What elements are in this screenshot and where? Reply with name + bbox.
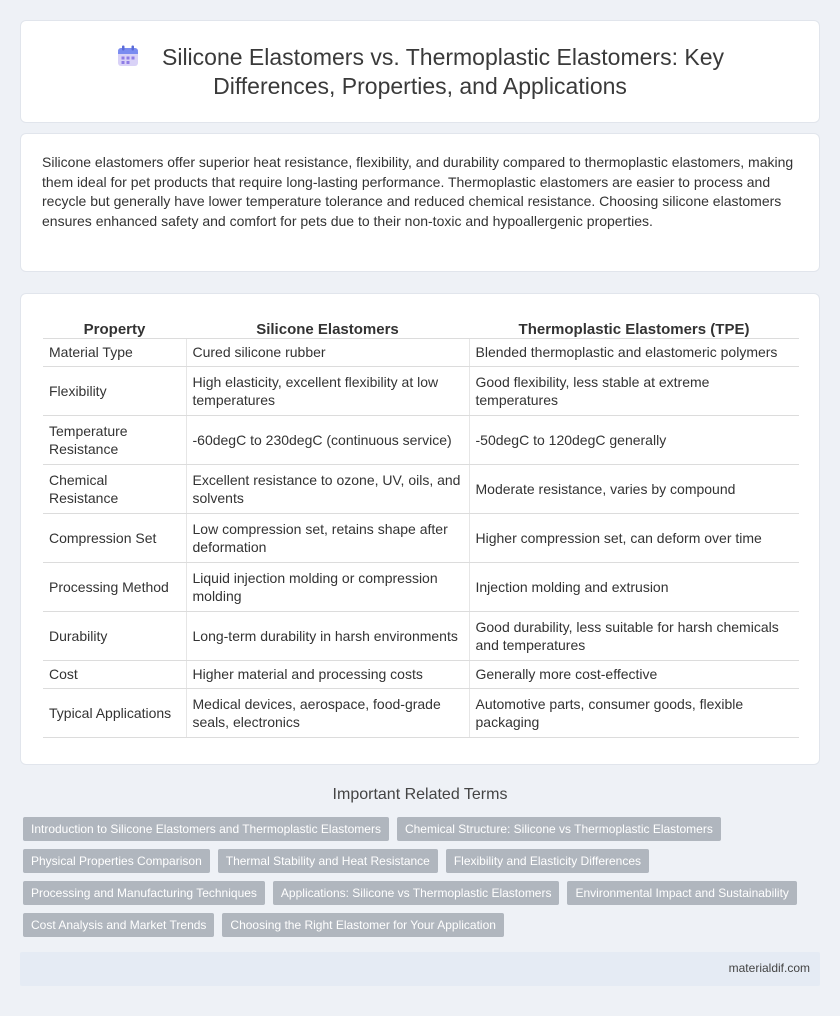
- table-row: [43, 415, 799, 464]
- tpe-cell: Good flexibility, less stable at extreme temperatures: [469, 366, 799, 415]
- comparison-table: [43, 314, 799, 738]
- footer-site-link[interactable]: materialdif.com: [728, 961, 810, 975]
- tag-row: [23, 881, 823, 905]
- intro-paragraph: Silicone elastomers offer superior heat resistance, flexibility, and durability compared to thermoplastic elastomers, making them ideal for pet products that require long-lasting performance. Thermoplastic elastomers are easier to process and recycle but generally have lower temperature tolerance and reduced chemical resistance. Choosing silicone elastomers ensures enhanced safety and comfort for pets due to their non-toxic and hypoallergenic properties.: [42, 154, 794, 229]
- related-term-tag[interactable]: Flexibility and Elasticity Differences: [446, 849, 649, 873]
- property-cell: Processing Method: [43, 562, 186, 611]
- calendar-icon: [116, 44, 140, 68]
- table-row: [43, 338, 799, 366]
- tag-row: [23, 817, 823, 841]
- table-header-row: [43, 314, 799, 338]
- related-term-tag[interactable]: Choosing the Right Elastomer for Your Application: [222, 913, 504, 937]
- property-cell: Temperature Resistance: [43, 415, 186, 464]
- tpe-cell: -50degC to 120degC generally: [469, 415, 799, 464]
- column-header-property: Property: [43, 314, 186, 338]
- table-row: [43, 464, 799, 513]
- related-terms-list: [23, 817, 823, 945]
- column-header-tpe: Thermoplastic Elastomers (TPE): [469, 314, 799, 338]
- table-row: [43, 688, 799, 737]
- related-term-tag[interactable]: Chemical Structure: Silicone vs Thermoplastic Elastomers: [397, 817, 721, 841]
- related-term-tag[interactable]: Applications: Silicone vs Thermoplastic Elastomers: [273, 881, 560, 905]
- property-cell: Durability: [43, 611, 186, 660]
- silicone-cell: Higher material and processing costs: [186, 660, 469, 688]
- tpe-cell: Moderate resistance, varies by compound: [469, 464, 799, 513]
- tpe-cell: Blended thermoplastic and elastomeric polymers: [469, 338, 799, 366]
- silicone-cell: Medical devices, aerospace, food-grade seals, electronics: [186, 688, 469, 737]
- tag-row: [23, 849, 823, 873]
- related-terms-heading: Important Related Terms: [332, 786, 508, 803]
- comparison-card: [20, 293, 820, 765]
- table-row: [43, 366, 799, 415]
- related-term-tag[interactable]: Environmental Impact and Sustainability: [567, 881, 796, 905]
- intro-card: [20, 133, 820, 272]
- tpe-cell: Automotive parts, consumer goods, flexible packaging: [469, 688, 799, 737]
- silicone-cell: Long-term durability in harsh environments: [186, 611, 469, 660]
- tpe-cell: Higher compression set, can deform over time: [469, 513, 799, 562]
- tag-row: [23, 913, 823, 937]
- property-cell: Cost: [43, 660, 186, 688]
- silicone-cell: High elasticity, excellent flexibility at low temperatures: [186, 366, 469, 415]
- property-cell: Flexibility: [43, 366, 186, 415]
- property-cell: Typical Applications: [43, 688, 186, 737]
- tpe-cell: Generally more cost-effective: [469, 660, 799, 688]
- page-title: Silicone Elastomers vs. Thermoplastic Elastomers: Key Differences, Properties, and Applications: [162, 44, 724, 99]
- property-cell: Compression Set: [43, 513, 186, 562]
- related-term-tag[interactable]: Thermal Stability and Heat Resistance: [218, 849, 438, 873]
- footer: [20, 952, 820, 986]
- related-term-tag[interactable]: Physical Properties Comparison: [23, 849, 210, 873]
- related-term-tag[interactable]: Processing and Manufacturing Techniques: [23, 881, 265, 905]
- tpe-cell: Good durability, less suitable for harsh chemicals and temperatures: [469, 611, 799, 660]
- page-title-wrap: [21, 43, 819, 101]
- related-term-tag[interactable]: Introduction to Silicone Elastomers and Thermoplastic Elastomers: [23, 817, 389, 841]
- table-row: [43, 562, 799, 611]
- tpe-cell: Injection molding and extrusion: [469, 562, 799, 611]
- column-header-silicone: Silicone Elastomers: [186, 314, 469, 338]
- property-cell: Chemical Resistance: [43, 464, 186, 513]
- property-cell: Material Type: [43, 338, 186, 366]
- title-card: [20, 20, 820, 123]
- table-row: [43, 611, 799, 660]
- silicone-cell: Low compression set, retains shape after deformation: [186, 513, 469, 562]
- related-term-tag[interactable]: Cost Analysis and Market Trends: [23, 913, 214, 937]
- silicone-cell: Liquid injection molding or compression molding: [186, 562, 469, 611]
- table-row: [43, 513, 799, 562]
- silicone-cell: Excellent resistance to ozone, UV, oils, and solvents: [186, 464, 469, 513]
- silicone-cell: Cured silicone rubber: [186, 338, 469, 366]
- silicone-cell: -60degC to 230degC (continuous service): [186, 415, 469, 464]
- table-row: [43, 660, 799, 688]
